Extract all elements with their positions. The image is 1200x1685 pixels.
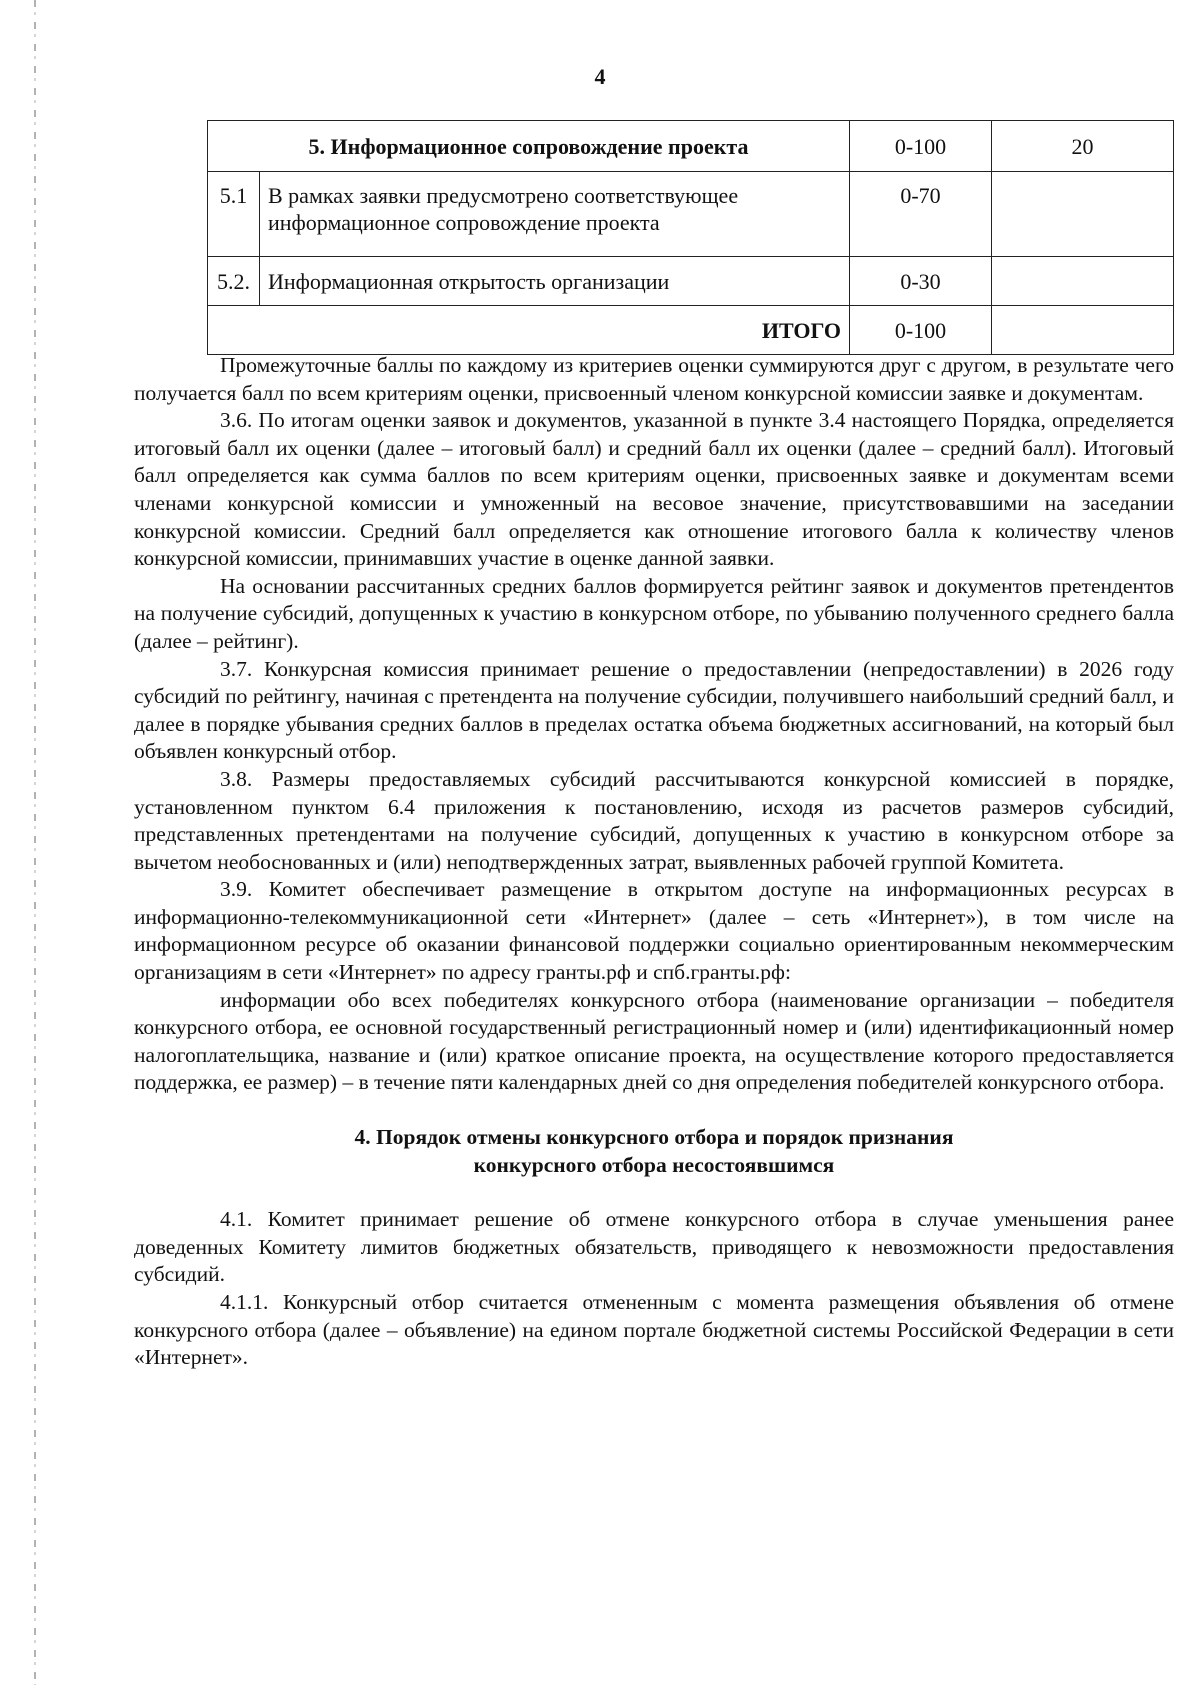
paragraph-3-7: 3.7. Конкурсная комиссия принимает решение о предоставлении (непредоставлении) в 2026 году субсидий по рейтингу, начиная с претендента на получение субсидии, получившего наибольший средний балл, и далее в порядке убывания средних баллов в пределах остатка объема бюджетных ассигнований, на который был объявлен конкурсный отбор. xyxy=(134,656,1174,764)
page-number: 4 xyxy=(594,64,606,89)
paragraph-3-9: 3.9. Комитет обеспечивает размещение в открытом доступе на информационных ресурсах в информационно-телекоммуникационной сети «Интернет» (далее – сеть «Интернет»), в том числе на информационном ресурсе об оказании финансовой поддержки социально ориентированным некоммерческим организациям в сети «Интернет» по адресу гранты.рф и спб.гранты.рф: xyxy=(134,877,1174,985)
table-total-row xyxy=(208,306,1174,355)
row-weight-empty xyxy=(992,257,1174,306)
row-score: 0-30 xyxy=(850,257,992,306)
section-5-score: 0-100 xyxy=(850,121,992,172)
paragraph: информации обо всех победителях конкурсного отбора (наименование организации – победителя конкурсного отбора, ее основной государственный регистрационный номер и (или) идентификационный номер налогоплательщика, название и (или) краткое описание проекта, на осуществление которого предоставляется поддержка, ее размер) – в течение пяти календарных дней со дня определения победителей конкурсного отбора. xyxy=(134,987,1174,1095)
paragraph-3-6: 3.6. По итогам оценки заявок и документов, указанной в пункте 3.4 настоящего Порядка, определяется итоговый балл их оценки (далее – итоговый балл) и средний балл их оценки (далее – средний балл). Итоговый балл определяется как сумма баллов по всем критериям оценки, присвоенных заявке и документам всеми членами конкурсной комиссии и умноженный на весовое значение, присутствовавшими на заседании конкурсной комиссии. Средний балл определяется как отношение итогового балла к количеству членов конкурсной комиссии, принимавших участие в оценке данной заявки. xyxy=(134,408,1174,571)
row-number: 5.2. xyxy=(208,257,260,306)
criteria-table xyxy=(207,120,1174,355)
paragraph-4-1: 4.1. Комитет принимает решение об отмене конкурсного отбора в случае уменьшения ранее доведенных Комитету лимитов бюджетных обязательств, приводящего к невозможности предоставления субсидий. xyxy=(134,1207,1174,1287)
row-text: В рамках заявки предусмотрено соответствующее информационное сопровождение проекта xyxy=(260,172,850,257)
section-heading-line: конкурсного отбора несостоявшимся xyxy=(473,1152,835,1177)
scan-edge-artifact xyxy=(34,0,36,1685)
paragraph-4-1-1: 4.1.1. Конкурсный отбор считается отмененным с момента размещения объявления об отмене конкурсного отбора (далее – объявление) на едином портале бюджетной системы Российской Федерации в сети «Интернет». xyxy=(134,1290,1174,1370)
table-header-row xyxy=(208,121,1174,172)
paragraph: На основании рассчитанных средних баллов формируется рейтинг заявок и документов претендентов на получение субсидий, допущенных к участию в конкурсном отборе, по убыванию полученного среднего балла (далее – рейтинг). xyxy=(134,573,1174,653)
section-4-heading xyxy=(134,1124,1174,1179)
table-row xyxy=(208,172,1174,257)
section-5-title: 5. Информационное сопровождение проекта xyxy=(208,121,850,172)
total-label: ИТОГО xyxy=(208,306,850,355)
row-text: Информационная открытость организации xyxy=(260,257,850,306)
table-row xyxy=(208,257,1174,306)
section-heading-line: 4. Порядок отмены конкурсного отбора и порядок признания xyxy=(354,1125,954,1150)
total-weight-empty xyxy=(992,306,1174,355)
section-5-weight: 20 xyxy=(992,121,1174,172)
body-text xyxy=(134,352,1174,1372)
row-number: 5.1 xyxy=(208,172,260,257)
total-score: 0-100 xyxy=(850,306,992,355)
row-weight-empty xyxy=(992,172,1174,257)
row-score: 0-70 xyxy=(850,172,992,257)
paragraph-3-8: 3.8. Размеры предоставляемых субсидий рассчитываются конкурсной комиссией в порядке, установленном пунктом 6.4 приложения к постановлению, исходя из расчетов размеров субсидий, представленных претендентами на получение субсидий, допущенных к участию в конкурсном отборе за вычетом необоснованных и (или) неподтвержденных затрат, выявленных рабочей группой Комитета. xyxy=(134,766,1174,874)
paragraph: Промежуточные баллы по каждому из критериев оценки суммируются друг с другом, в результате чего получается балл по всем критериям оценки, присвоенный членом конкурсной комиссии заявке и документам. xyxy=(134,353,1174,405)
